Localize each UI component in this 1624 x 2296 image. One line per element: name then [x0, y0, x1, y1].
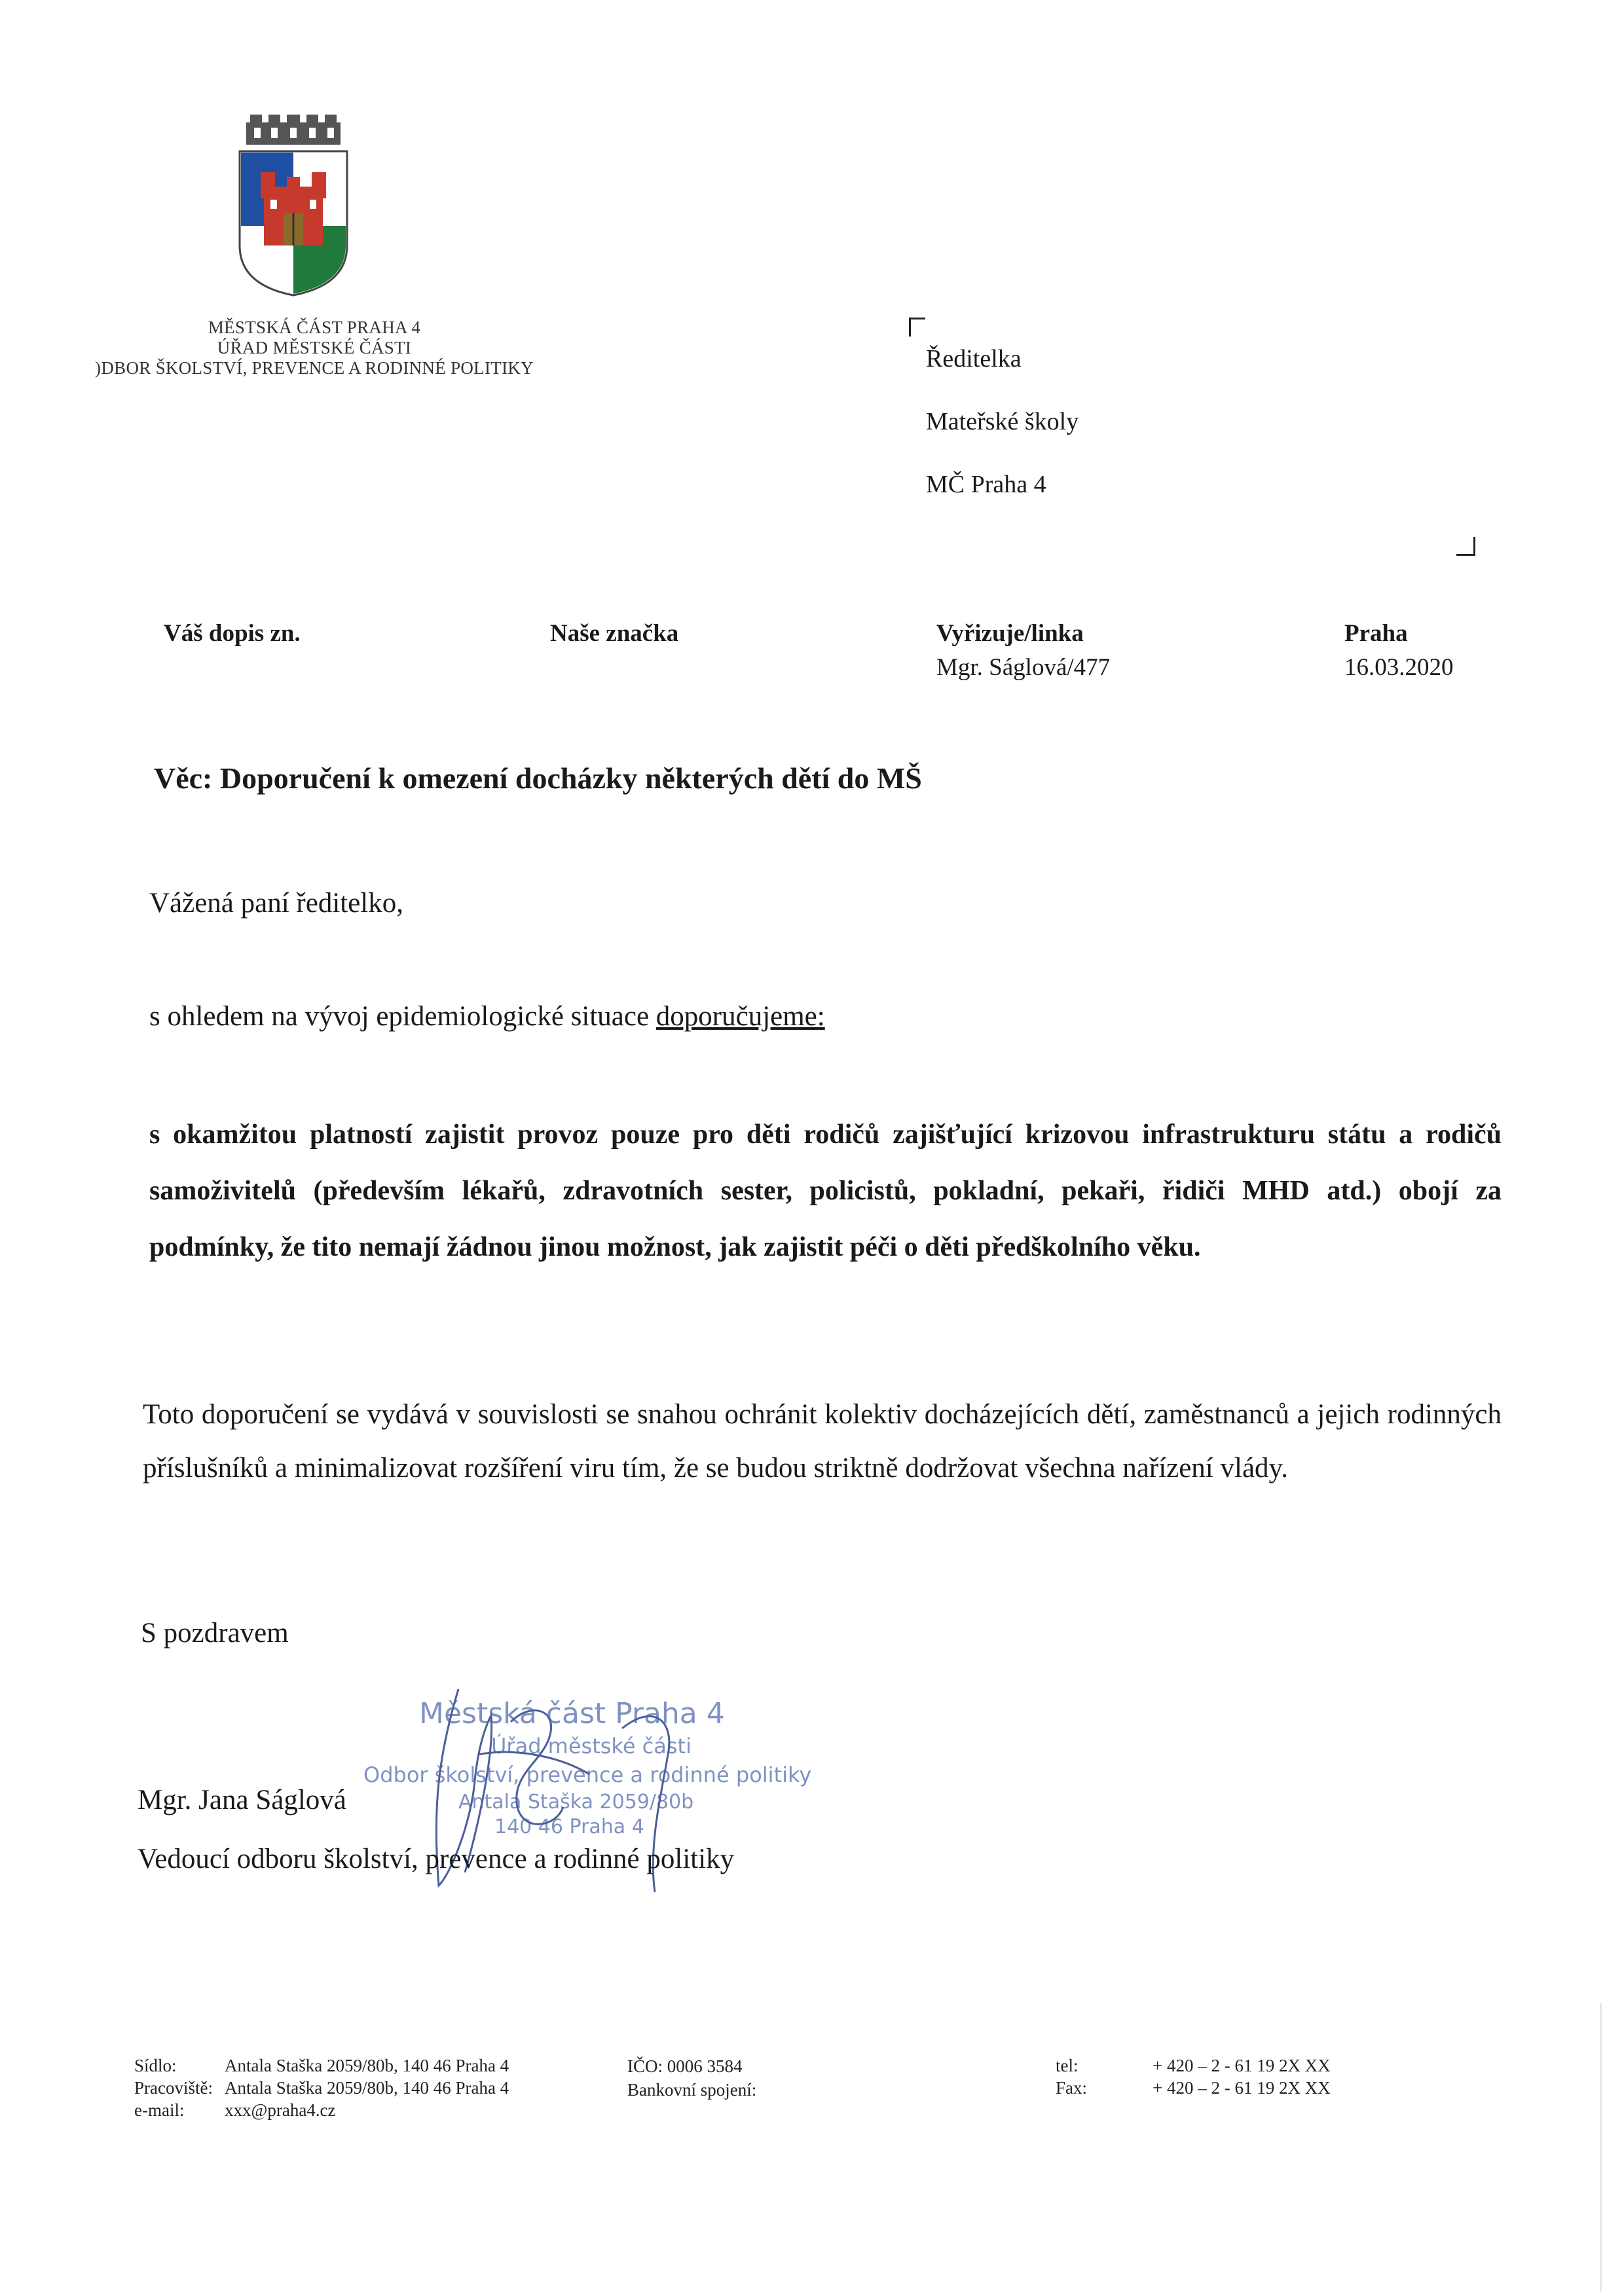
- official-stamp-and-signature: [360, 1676, 819, 1951]
- address-corner-mark: [909, 318, 925, 337]
- stamp-line-4: Antala Staška 2059/80b: [458, 1791, 694, 1813]
- sender-block: [39, 318, 589, 378]
- footer-fax-label: Fax:: [1056, 2078, 1088, 2098]
- coat-of-arms-emblem: [234, 115, 352, 298]
- ref-place-date: [1344, 617, 1454, 685]
- signer-role: Vedoucí odboru školství, prevence a rodinné politiky: [138, 1844, 735, 1874]
- footer-seat-value: Antala Staška 2059/80b, 140 46 Praha 4: [224, 2056, 509, 2075]
- ref-handler-value: Mgr. Ságlová/477: [936, 654, 1111, 681]
- sender-line-1: MĚSTSKÁ ČÁST PRAHA 4: [208, 318, 421, 337]
- body-paragraph: Toto doporučení se vydává v souvislosti se snahou ochránit kolektiv docházejících dětí, zaměstnanců a jejich rodinných příslušníků a minimalizovat rozšíření viru tím, že se budou striktně dodržovat všechna nařízení vlády.: [143, 1399, 1502, 1484]
- footer-email-value: xxx@praha4.cz: [224, 2100, 336, 2120]
- ref-our-mark: [550, 617, 678, 651]
- footer-company-info: [627, 2054, 757, 2102]
- footer-fax-value: + 420 – 2 - 61 19 2X XX: [1153, 2078, 1331, 2098]
- intro-sentence: [149, 1000, 825, 1032]
- ref-our-mark-label: Naše značka: [550, 620, 679, 647]
- stamp-line-2: Úřad městské části: [491, 1734, 692, 1758]
- footer-ico: [627, 2054, 757, 2078]
- closing: S pozdravem: [141, 1618, 289, 1649]
- stamp-line-5: 140 46 Praha 4: [494, 1815, 644, 1838]
- ref-your-letter: [164, 617, 301, 651]
- address-corner-mark: [1456, 537, 1475, 556]
- sender-line-3: )DBOR ŠKOLSTVÍ, PREVENCE A RODINNÉ POLITIKY: [95, 358, 534, 378]
- scan-edge-line: [1600, 2003, 1602, 2291]
- footer-workplace-value: Antala Staška 2059/80b, 140 46 Praha 4: [224, 2078, 509, 2098]
- footer-bank-label: Bankovní spojení:: [627, 2080, 757, 2100]
- footer-ico-label: IČO:: [627, 2056, 663, 2076]
- stamp-line-3: Odbor školství, prevence a rodinné politiky: [363, 1762, 812, 1787]
- recipient-line-2: Mateřské školy: [926, 408, 1079, 435]
- recommendation-paragraph: s okamžitou platností zajistit provoz pouze pro děti rodičů zajišťující krizovou infrastrukturu státu a rodičů samoživitelů (především lékařů, zdravotních sester, policistů, pokladní, pekaři, řidiči MHD atd.) obojí za podmínky, že tito nemají žádnou jinou možnost, jak zajistit péči o děti předškolního věku.: [149, 1120, 1502, 1262]
- footer-seat-label: Sídlo:: [134, 2056, 177, 2075]
- sender-line-2: ÚŘAD MĚSTSKÉ ČÁSTI: [217, 338, 412, 357]
- recipient-block: [926, 327, 1079, 516]
- signer-name: Mgr. Jana Ságlová: [138, 1785, 346, 1815]
- stamp-line-1: Městská část Praha 4: [419, 1697, 725, 1730]
- ref-your-letter-label: Váš dopis zn.: [164, 620, 301, 647]
- intro-underlined: doporučujeme:: [655, 1001, 825, 1032]
- ref-date: 16.03.2020: [1344, 654, 1454, 681]
- ref-handler: [936, 617, 1110, 685]
- recipient-line-1: Ředitelka: [926, 345, 1022, 373]
- footer-tel-value: + 420 – 2 - 61 19 2X XX: [1153, 2056, 1331, 2075]
- footer-address: [134, 2054, 521, 2121]
- subject-line: Věc: Doporučení k omezení docházky některých dětí do MŠ: [154, 761, 922, 795]
- footer-contacts: [1056, 2054, 1331, 2099]
- ref-place-label: Praha: [1344, 620, 1408, 647]
- footer-tel-label: tel:: [1056, 2056, 1079, 2075]
- footer-workplace-label: Pracoviště:: [134, 2078, 213, 2098]
- footer-email-label: e-mail:: [134, 2100, 185, 2120]
- recipient-line-3: MČ Praha 4: [926, 471, 1046, 498]
- footer-ico-value: 0006 3584: [667, 2056, 743, 2076]
- ref-handler-label: Vyřizuje/linka: [936, 620, 1084, 647]
- salutation: Vážená paní ředitelko,: [149, 888, 404, 919]
- intro-text: s ohledem na vývoj epidemiologické situace: [149, 1001, 656, 1032]
